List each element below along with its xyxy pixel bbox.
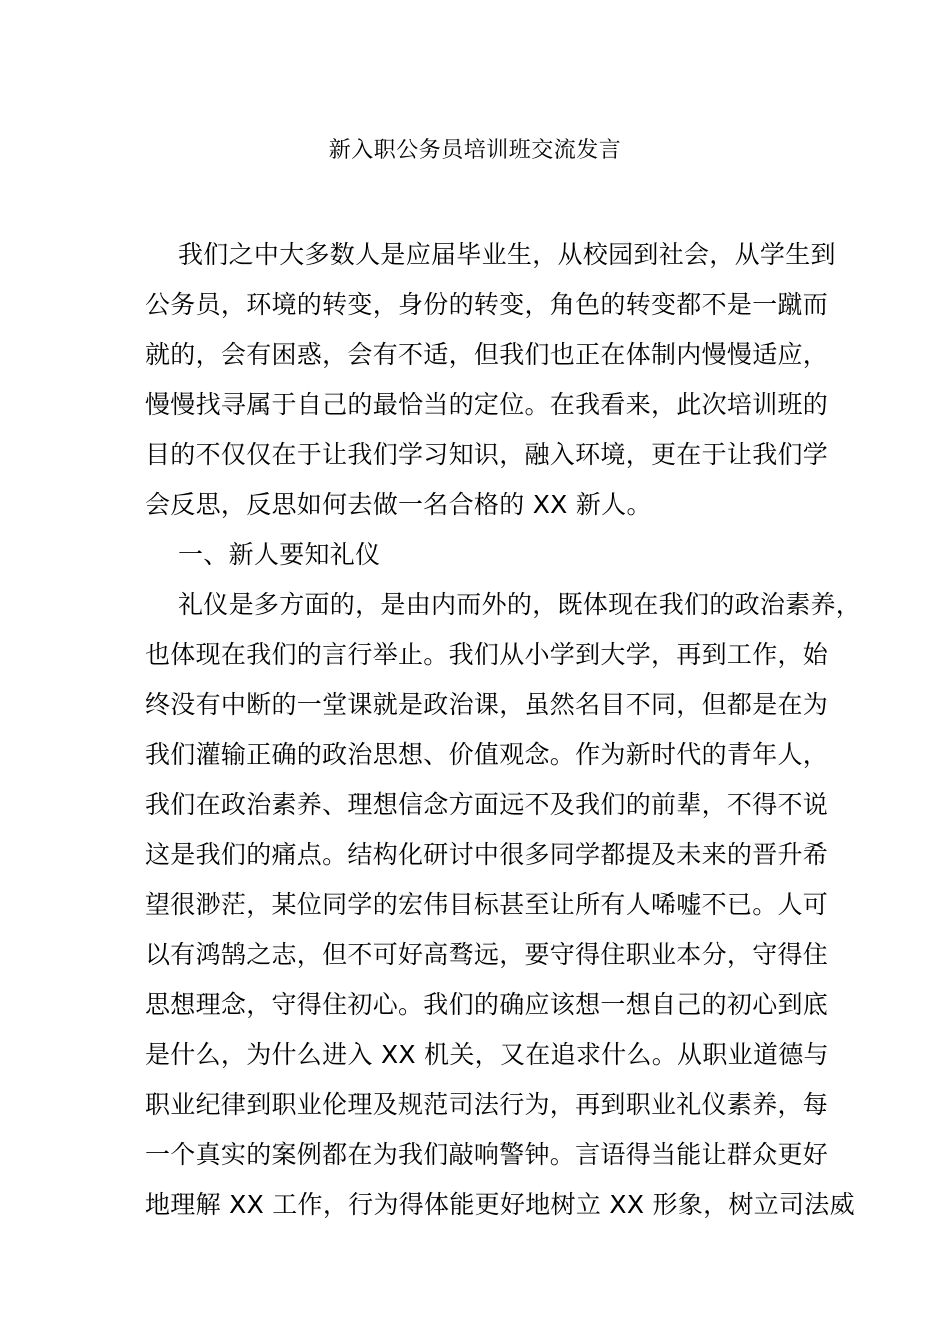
paragraph-line: 慢慢找寻属于自己的最恰当的定位。在我看来，此次培训班的: [145, 390, 829, 419]
paragraph-line: 公务员，环境的转变，身份的转变，角色的转变都不是一蹴而: [145, 290, 829, 319]
paragraph-line: 就的，会有困惑，会有不适，但我们也正在体制内慢慢适应，: [145, 340, 829, 369]
paragraph-line: 职业纪律到职业伦理及规范司法行为，再到职业礼仪素养，每: [145, 1090, 829, 1119]
paragraph-line: 目的不仅仅在于让我们学习知识，融入环境，更在于让我们学: [145, 440, 829, 469]
paragraph-line: 地理解 XX 工作，行为得体能更好地树立 XX 形象，树立司法威: [145, 1190, 855, 1219]
paragraph-line: 是什么，为什么进入 XX 机关，又在追求什么。从职业道德与: [145, 1040, 829, 1069]
paragraph-line: 我们在政治素养、理想信念方面远不及我们的前辈，不得不说: [145, 790, 829, 819]
paragraph-line: 我们之中大多数人是应届毕业生，从校园到社会，从学生到: [178, 240, 836, 269]
document-body: [145, 230, 862, 1230]
paragraph-line: 以有鸿鹄之志，但不可好高骛远，要守得住职业本分，守得住: [145, 940, 829, 969]
paragraph-line: 终没有中断的一堂课就是政治课，虽然名目不同，但都是在为: [145, 690, 829, 719]
paragraph-line: 我们灌输正确的政治思想、价值观念。作为新时代的青年人，: [145, 740, 829, 769]
paragraph-line: 望很渺茫，某位同学的宏伟目标甚至让所有人唏嘘不已。人可: [145, 890, 829, 919]
paragraph-line: 这是我们的痛点。结构化研讨中很多同学都提及未来的晋升希: [145, 840, 829, 869]
paragraph-line: 会反思，反思如何去做一名合格的 XX 新人。: [145, 490, 652, 519]
paragraph-line: 思想理念，守得住初心。我们的确应该想一想自己的初心到底: [145, 990, 829, 1019]
paragraph-line: 也体现在我们的言行举止。我们从小学到大学，再到工作，始: [145, 640, 829, 669]
paragraph-line: 一个真实的案例都在为我们敲响警钟。言语得当能让群众更好: [145, 1140, 829, 1169]
section-heading: 一、新人要知礼仪: [178, 540, 381, 569]
document-title: 新入职公务员培训班交流发言: [328, 138, 622, 163]
paragraph-line: 礼仪是多方面的，是由内而外的，既体现在我们的政治素养，: [178, 590, 862, 619]
